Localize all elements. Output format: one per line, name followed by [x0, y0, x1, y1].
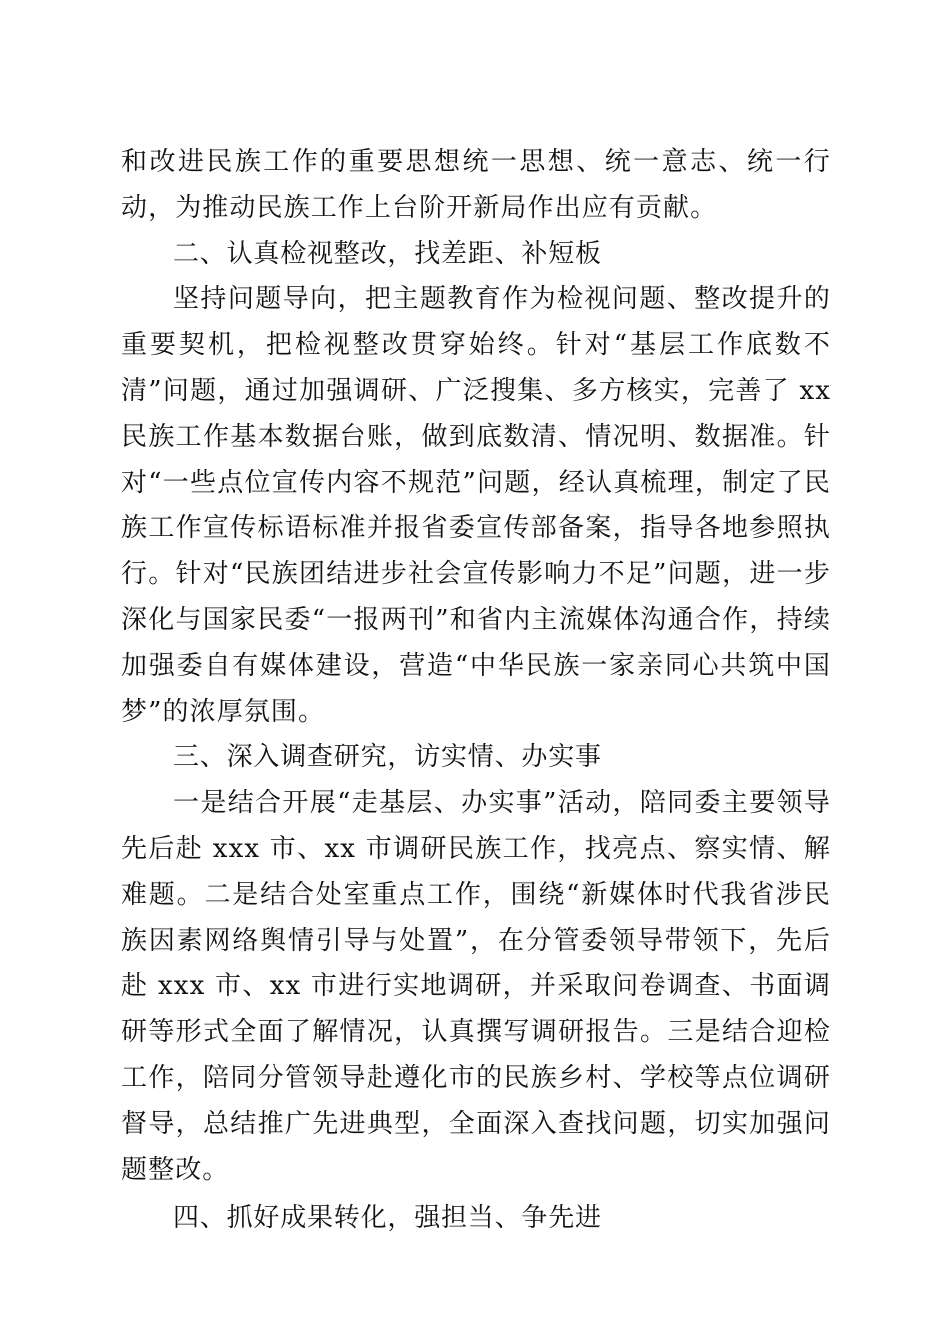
document-body: [121, 140, 831, 1242]
section-heading-4: 四、抓好成果转化，强担当、争先进: [173, 1203, 602, 1234]
section-heading-2: 二、认真检视整改，找差距、补短板: [173, 238, 602, 269]
paragraph-rectification: 坚持问题导向，把主题教育作为检视问题、整改提升的重要契机，把检视整改贯穿始终。针对“基层工作底数不清”问题，通过加强调研、广泛搜集、多方核实，完善了 xx 民族工作基本数据台账，做到底数清、情况明、数据准。针对“一些点位宣传内容不规范”问题，经认真梳理，制定了民族工作宣传标语标准并报省委宣传部备案，指导各地参照执行。针对“民族团结进步社会宣传影响力不足”问题，进一步深化与国家民委“一报两刊”和省内主流媒体沟通合作，持续加强委自有媒体建设，营造“中华民族一家亲同心共筑中国梦”的浓厚氛围。: [121, 284, 831, 727]
paragraph-research: 一是结合开展“走基层、办实事”活动，陪同委主要领导先后赴 xxx 市、xx 市调研民族工作，找亮点、察实情、解难题。二是结合处室重点工作，围绕“新媒体时代我省涉民族因素网络舆情引导与处置”，在分管委领导带领下，先后赴 xxx 市、xx 市进行实地调研，并采取问卷调查、书面调研等形式全面了解情况，认真撰写调研报告。三是结合迎检工作，陪同分管领导赴遵化市的民族乡村、学校等点位调研督导，总结推广先进典型，全面深入查找问题，切实加强问题整改。: [121, 788, 831, 1185]
paragraph-continuation: 和改进民族工作的重要思想统一思想、统一意志、统一行动，为推动民族工作上台阶开新局作出应有贡献。: [121, 147, 831, 223]
section-heading-3: 三、深入调查研究，访实情、办实事: [173, 742, 602, 773]
